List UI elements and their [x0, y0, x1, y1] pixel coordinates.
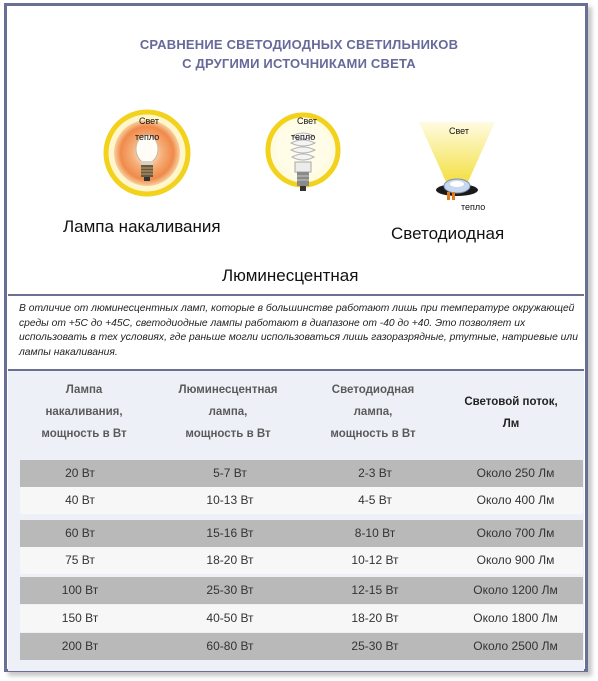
- header-led: Светодиодная лампа, мощность в Вт: [330, 384, 416, 440]
- cell-led: 25-30 Вт: [351, 639, 399, 653]
- fluorescent-label: Люминесцентная: [222, 266, 359, 285]
- cell-led: 12-15 Вт: [351, 583, 399, 597]
- header-incandescent: Лампа накаливания, мощность в Вт: [41, 384, 127, 440]
- table-row: [20, 460, 583, 487]
- cell-flux: Около 700 Лм: [476, 526, 555, 540]
- incandescent-label: Лампа накаливания: [63, 217, 221, 236]
- cell-led: 8-10 Вт: [354, 526, 396, 540]
- cell-flux: Около 900 Лм: [476, 553, 555, 567]
- cell-flux: Около 2500 Лм: [473, 639, 558, 653]
- table-row: [20, 633, 583, 660]
- cell-incandescent: 150 Вт: [61, 611, 99, 625]
- incandescent-heat-label: тепло: [135, 132, 160, 142]
- comparison-table: [8, 371, 584, 671]
- cell-flux: Около 400 Лм: [476, 493, 555, 507]
- fluorescent-light-label: Свет: [297, 116, 318, 126]
- cell-led: 18-20 Вт: [351, 611, 399, 625]
- cell-fluorescent: 10-13 Вт: [206, 493, 254, 507]
- cell-incandescent: 60 Вт: [65, 526, 95, 540]
- table-row: [20, 547, 583, 574]
- incandescent-light-label: Свет: [139, 116, 160, 126]
- cell-fluorescent: 18-20 Вт: [206, 553, 254, 567]
- cell-led: 4-5 Вт: [358, 493, 392, 507]
- cell-fluorescent: 15-16 Вт: [206, 526, 254, 540]
- title-line-1: СРАВНЕНИЕ СВЕТОДИОДНЫХ СВЕТИЛЬНИКОВ: [139, 37, 459, 52]
- cell-incandescent: 100 Вт: [61, 583, 99, 597]
- led-light-label: Свет: [449, 126, 470, 136]
- table-row: [20, 520, 583, 547]
- title-line-2: С ДРУГИМИ ИСТОЧНИКАМИ СВЕТА: [182, 56, 416, 71]
- led-heat-label: тепло: [461, 202, 486, 212]
- cell-incandescent: 200 Вт: [61, 639, 99, 653]
- cell-incandescent: 75 Вт: [65, 553, 95, 567]
- section-divider-top: [8, 294, 584, 296]
- cell-fluorescent: 40-50 Вт: [206, 611, 254, 625]
- led-label: Светодиодная: [391, 224, 505, 243]
- description-text: В отличие от люминесцентных ламп, которые в большинстве работают лишь при температуре окружающей среды от +5С до +45С, светодиодные лампы работают в диапазоне от -40 до +40. Это позволяет их использовать в тех условиях, где раньше могли использоваться лишь газоразрядные, ртутные, натриевые или лампы накаливания.: [19, 303, 578, 358]
- fluorescent-heat-label: тепло: [291, 132, 316, 142]
- cell-flux: Около 1800 Лм: [473, 611, 558, 625]
- cell-flux: Около 1200 Лм: [473, 583, 558, 597]
- header-luminous-flux: Световой поток, Лм: [464, 396, 558, 430]
- cell-fluorescent: 25-30 Вт: [206, 583, 254, 597]
- cell-led: 10-12 Вт: [351, 553, 399, 567]
- cell-flux: Около 250 Лм: [476, 466, 555, 480]
- cell-incandescent: 40 Вт: [65, 493, 95, 507]
- cell-fluorescent: 60-80 Вт: [206, 639, 254, 653]
- cell-incandescent: 20 Вт: [65, 466, 95, 480]
- infographic-frame: [4, 3, 588, 672]
- table-row: [20, 487, 583, 514]
- header-fluorescent: Люминесцентная лампа, мощность в Вт: [178, 384, 278, 440]
- cell-led: 2-3 Вт: [358, 466, 392, 480]
- table-row: [20, 605, 583, 632]
- table-row: [20, 577, 583, 604]
- cell-fluorescent: 5-7 Вт: [213, 466, 247, 480]
